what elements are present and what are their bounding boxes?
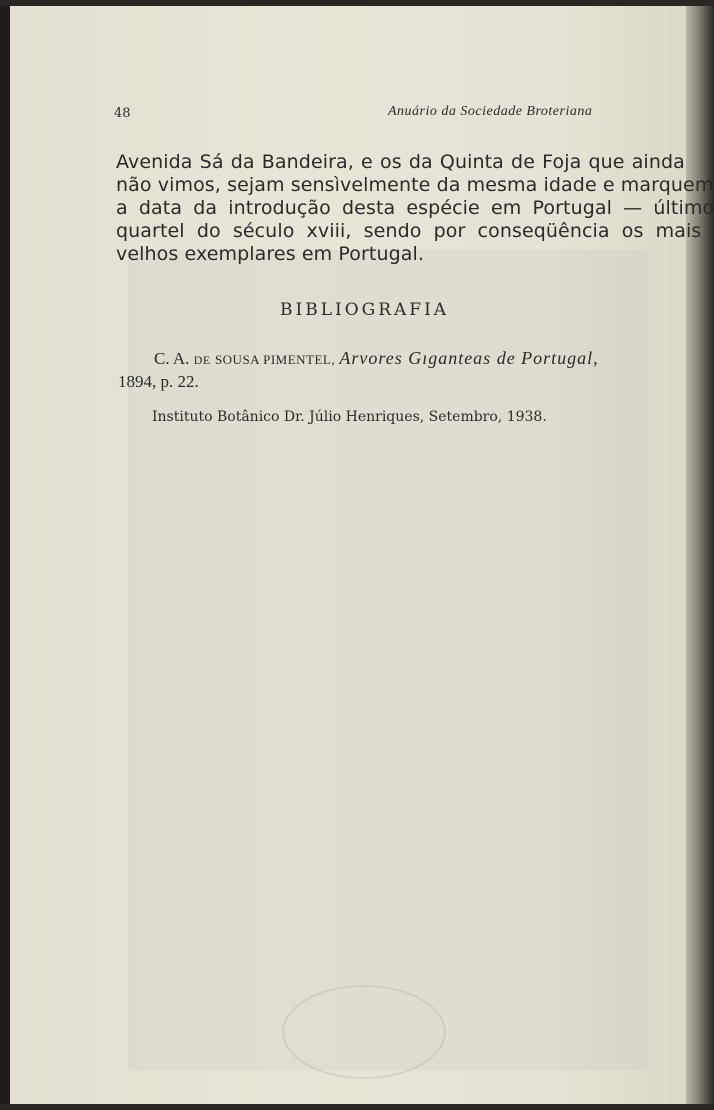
faded-library-stamp <box>282 985 446 1079</box>
body-line: velhos exemplares em Portugal. <box>116 243 425 265</box>
work-title: Arvores Gıganteas de Portugal, <box>339 348 599 368</box>
running-head: Anuário da Sociedade Broteriana <box>388 104 593 119</box>
author-particle: DE <box>193 353 211 367</box>
show-through-shadow <box>128 250 648 1070</box>
bibliography-entry <box>154 348 599 369</box>
body-line: a data da introdução desta espécie em Portugal — último <box>116 197 714 219</box>
scan-edge-top <box>0 0 714 6</box>
body-line: Avenida Sá da Bandeira, e os da Quinta de Foja que ainda <box>116 151 685 173</box>
affiliation-line: Instituto Botânico Dr. Júlio Henriques, Setembro, 1938. <box>152 409 547 425</box>
bibliography-heading: BIBLIOGRAFIA <box>280 300 450 320</box>
body-line: não vimos, sejam sensìvelmente da mesma idade e marquem <box>116 174 714 196</box>
bibliography-entry-continuation: 1894, p. 22. <box>118 372 199 391</box>
page-edge-right <box>686 0 714 1110</box>
body-line: quartel do século xviii, sendo por conseqüência os mais <box>116 220 702 242</box>
scan-edge-bottom <box>0 1104 714 1110</box>
page-number: 48 <box>114 106 131 121</box>
author-surname: SOUSA PIMENTEL, <box>214 352 336 367</box>
author-initials: C. A. <box>154 349 190 368</box>
